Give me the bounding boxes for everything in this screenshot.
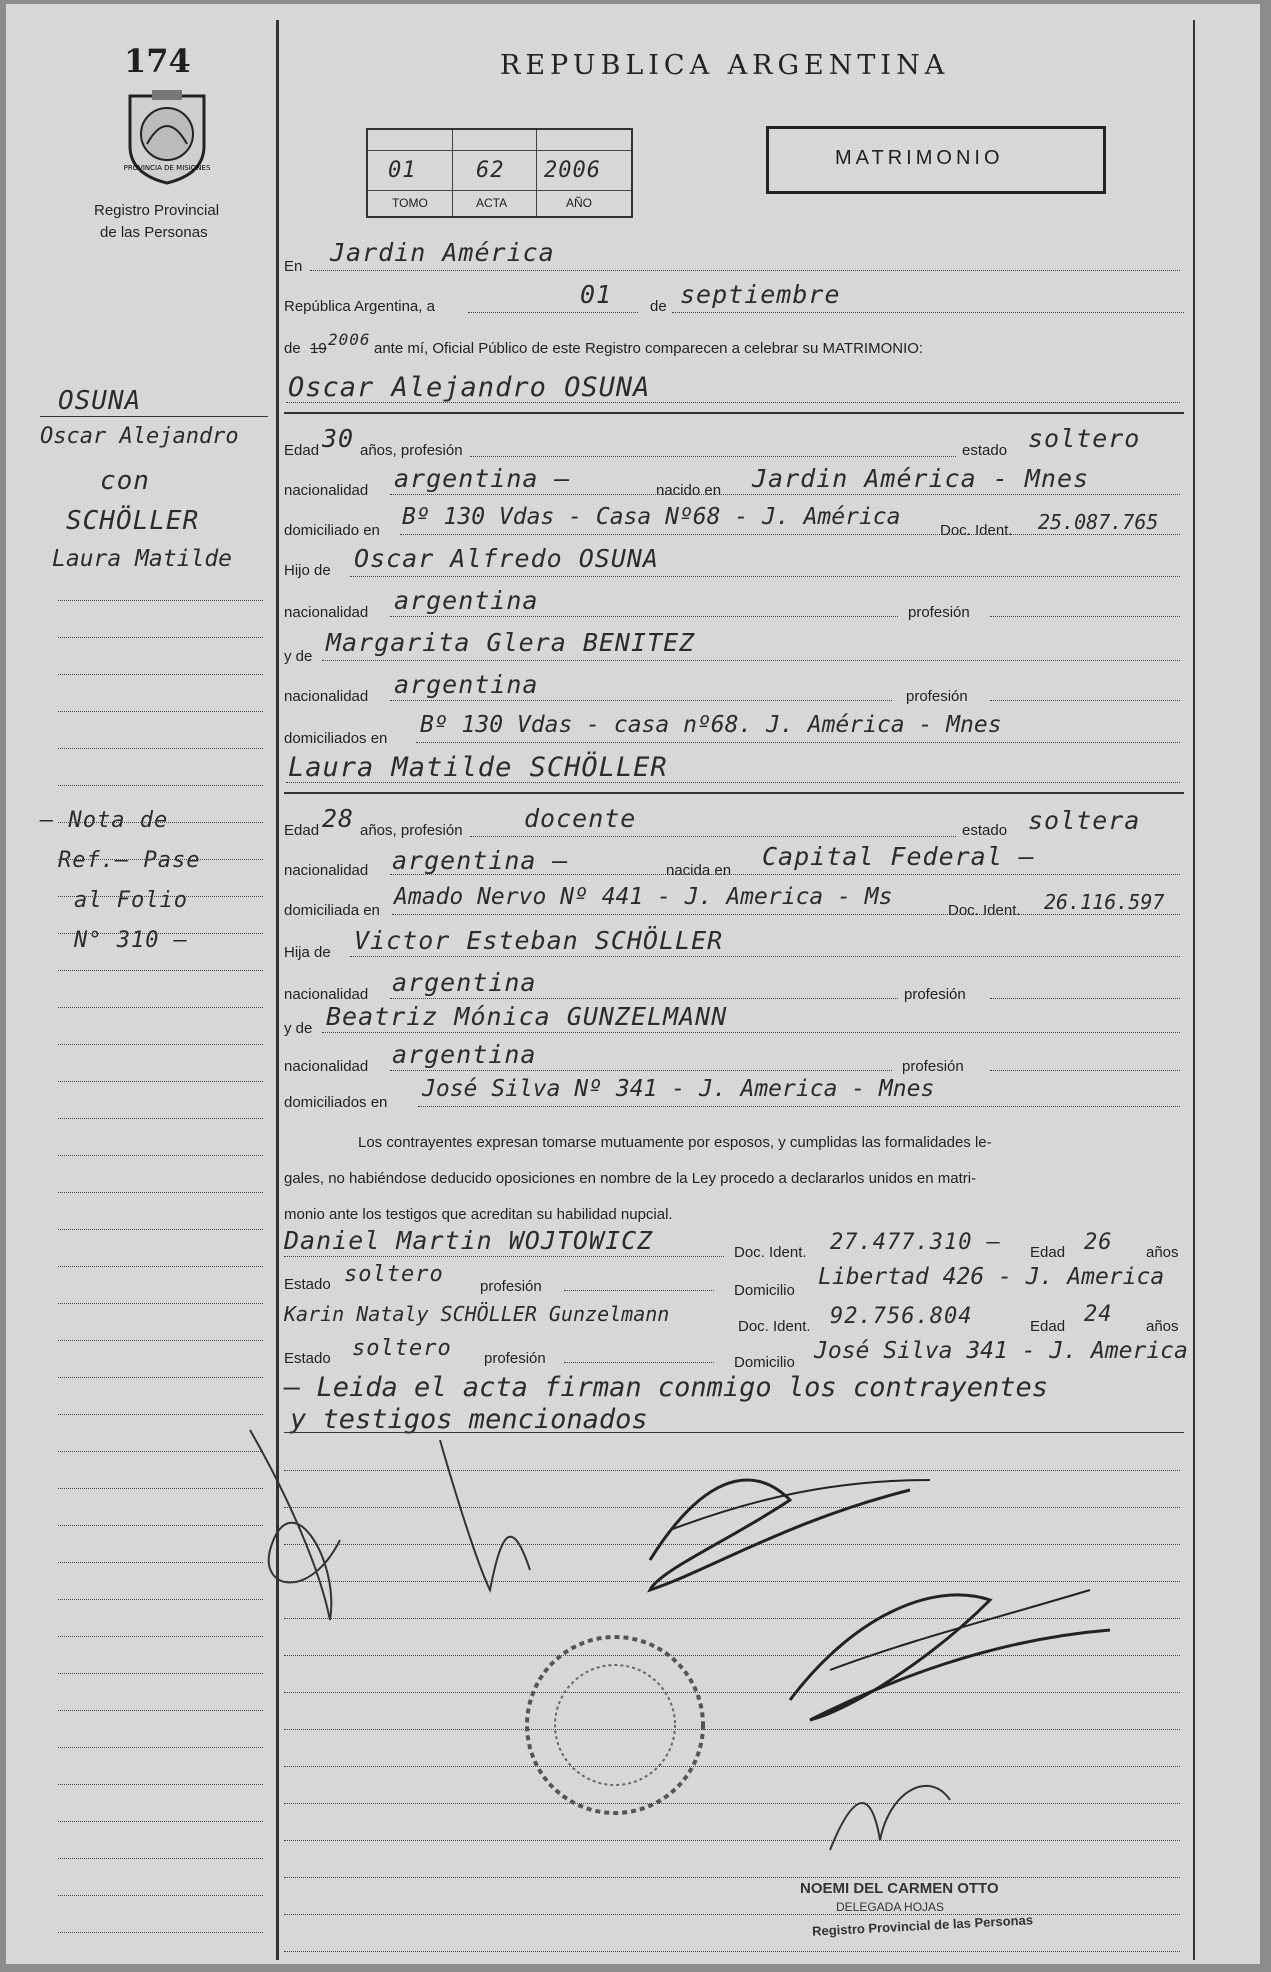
bride-father-nac-line: [390, 998, 898, 999]
groom-father-prof-label: profesión: [908, 604, 970, 621]
ano-value: 2006: [544, 158, 601, 183]
witness1-dom-label: Domicilio: [734, 1282, 795, 1299]
bride-dom-label: domiciliada en: [284, 902, 380, 919]
margin-ruled-line: [58, 1599, 263, 1600]
groom-mother-line: [322, 660, 1180, 661]
groom-name-line: [286, 402, 1180, 403]
year-value: 2006: [328, 330, 371, 349]
margin-ruled-line: [58, 1007, 263, 1008]
margin-ruled-line: [58, 822, 263, 823]
margin-ruled-line: [58, 674, 263, 675]
bride-name-line: [286, 782, 1180, 783]
bride-profession: docente: [524, 804, 637, 833]
stamp-line-2: DELEGADA HOJAS: [836, 1900, 945, 1914]
office-line-1: Registro Provincial: [94, 202, 220, 219]
groom-profesion-label: años, profesión: [360, 442, 463, 459]
tomo-value: 01: [388, 158, 417, 183]
margin-ruled-line: [58, 1340, 263, 1341]
bride-estado: soltera: [1028, 806, 1141, 835]
groom-doc: 25.087.765: [1038, 510, 1159, 534]
witness2-doc: 92.756.804: [830, 1304, 973, 1329]
margin-ruled-line: [58, 1710, 263, 1711]
bride-father-prof-line: [990, 998, 1180, 999]
witness1-prof-line: [564, 1290, 714, 1291]
margin-line-5: Laura Matilde: [52, 546, 233, 572]
bride-dom-line: [392, 914, 1180, 915]
margin-ruled-line: [58, 933, 263, 934]
bride-nationality: argentina –: [392, 846, 569, 875]
closing-line-1: – Leida el acta firman conmigo los contrayentes: [284, 1372, 1049, 1403]
witness1-estado-label: Estado: [284, 1276, 331, 1293]
margin-ruled-line: [58, 1377, 263, 1378]
groom-birthplace: Jardin América - Mnes: [752, 464, 1090, 493]
signature-ruled-line: [284, 1914, 1180, 1915]
margin-ruled-line: [58, 1525, 263, 1526]
bride-father-nat: argentina: [392, 968, 537, 997]
margin-ruled-line: [58, 1118, 263, 1119]
office-line-2: de las Personas: [100, 224, 208, 241]
margin-ruled-line: [58, 1747, 263, 1748]
acta-number-box: [366, 128, 633, 218]
margin-ruled-line: [58, 1895, 263, 1896]
day-line: [468, 312, 638, 313]
margin-ruled-line: [58, 1044, 263, 1045]
witness2-dom-label: Domicilio: [734, 1354, 795, 1371]
witness1-prof-label: profesión: [480, 1278, 542, 1295]
margin-note-3: al Folio: [74, 888, 188, 913]
acta-value: 62: [476, 158, 505, 183]
bride-birthplace: Capital Federal –: [762, 842, 1035, 871]
margin-ruled-line: [58, 859, 263, 860]
bride-nacida-label: nacida en: [666, 862, 732, 879]
margin-ruled-line: [58, 1266, 263, 1267]
witness1-estado: soltero: [344, 1262, 444, 1287]
groom-name: Oscar Alejandro OSUNA: [288, 372, 651, 403]
margin-ruled-line: [58, 1303, 263, 1304]
witness1-name: Daniel Martin WOJTOWICZ: [284, 1226, 654, 1255]
groom-estado: soltero: [1028, 424, 1141, 453]
groom-mother-nac-line: [390, 700, 892, 701]
bride-name: Laura Matilde SCHÖLLER: [288, 752, 668, 783]
margin-ruled-line: [58, 637, 263, 638]
witness1-doc-label: Doc. Ident.: [734, 1244, 807, 1261]
groom-mother-nat: argentina: [394, 670, 539, 699]
bride-mother-line: [322, 1032, 1180, 1033]
en-label: En: [284, 258, 303, 275]
groom-divider: [284, 412, 1184, 414]
witness1-edad-label: Edad: [1030, 1244, 1066, 1261]
witness2-prof-label: profesión: [484, 1350, 546, 1367]
folio-number: 174: [124, 42, 191, 80]
groom-mother-prof-label: profesión: [906, 688, 968, 705]
margin-ruled-line: [58, 785, 263, 786]
bride-age: 28: [322, 804, 355, 833]
bride-doc-label: Doc. Ident.: [948, 902, 1021, 919]
margin-ruled-line: [58, 600, 263, 601]
groom-estado-label: estado: [962, 442, 1008, 459]
signature-ruled-line: [284, 1951, 1180, 1952]
groom-father-line: [350, 576, 1180, 577]
groom-parents-dom-label: domiciliados en: [284, 730, 388, 747]
witness1-age: 26: [1084, 1230, 1113, 1255]
bride-yde-label: y de: [284, 1020, 313, 1037]
margin-ruled-line: [58, 1821, 263, 1822]
round-seal-icon: [520, 1630, 710, 1820]
comparecen-text: ante mí, Oficial Público de este Registro comparecen a celebrar su MATRIMONIO:: [374, 340, 924, 357]
groom-mother-nac-label: nacionalidad: [284, 688, 369, 705]
margin-ruled-line: [58, 1932, 263, 1933]
margin-note-4: N° 310 –: [74, 928, 188, 953]
ano-label: AÑO: [566, 196, 593, 210]
margin-ruled-line: [58, 1155, 263, 1156]
witness1-doc: 27.477.310 –: [830, 1230, 1001, 1255]
shield-seal-icon: [122, 86, 212, 186]
declaration-line-1: Los contrayentes expresan tomarse mutuamente por esposos, y cumplidas las formalidades le-: [358, 1134, 992, 1151]
margin-ruled-line: [58, 1673, 263, 1674]
country-title: REPUBLICA ARGENTINA: [500, 50, 950, 81]
margin-ruled-line: [58, 1229, 263, 1230]
bride-mother-prof-line: [990, 1070, 1180, 1071]
bride-hija-label: Hija de: [284, 944, 331, 961]
bride-father-line: [350, 956, 1180, 957]
bride-father-nac-label: nacionalidad: [284, 986, 369, 1003]
bride-profesion-line: [470, 836, 956, 837]
witness2-edad-label: Edad: [1030, 1318, 1066, 1335]
month-line: [672, 312, 1184, 313]
groom-nacido-label: nacido en: [656, 482, 722, 499]
margin-ruled-line: [58, 1451, 263, 1452]
margin-line-4: SCHÖLLER: [66, 506, 200, 536]
margin-ruled-line: [58, 1562, 263, 1563]
groom-father-prof-line: [990, 616, 1180, 617]
groom-dom-label: domiciliado en: [284, 522, 380, 539]
margin-ruled-line: [58, 970, 263, 971]
place-line: [310, 270, 1180, 271]
acta-label: ACTA: [476, 196, 508, 210]
margin-note-2: Ref.– Pase: [58, 848, 201, 873]
tomo-label: TOMO: [392, 196, 428, 210]
witness2-address: José Silva 341 - J. America: [814, 1338, 1188, 1364]
groom-mother-prof-line: [990, 700, 1180, 701]
bride-edad-label: Edad: [284, 822, 320, 839]
right-border: [1193, 20, 1195, 1960]
bride-mother-nac-line: [390, 1070, 892, 1071]
groom-nac-label: nacionalidad: [284, 482, 369, 499]
groom-father-nat: argentina: [394, 586, 539, 615]
bride-mother-nat: argentina: [392, 1040, 537, 1069]
bride-nac-line: [390, 874, 1180, 875]
margin-ruled-line: [58, 711, 263, 712]
margin-ruled-line: [58, 1192, 263, 1193]
declaration-line-3: monio ante los testigos que acreditan su habilidad nupcial.: [284, 1206, 673, 1223]
witness2-anos-label: años: [1146, 1318, 1179, 1335]
closing-line-2: y testigos mencionados: [290, 1404, 648, 1435]
bride-parents-line: [418, 1106, 1180, 1107]
margin-ruled-line: [58, 1488, 263, 1489]
margin-ruled-line: [58, 1636, 263, 1637]
declaration-line-2: gales, no habiéndose deducido oposiciones en nombre de la Ley procedo a declararlos unidos en matri-: [284, 1170, 977, 1187]
margin-rule-1: [40, 416, 268, 417]
witness2-doc-label: Doc. Ident.: [738, 1318, 811, 1335]
margin-line-1: OSUNA: [58, 386, 142, 416]
groom-father: Oscar Alfredo OSUNA: [354, 544, 659, 573]
witness2-prof-line: [564, 1362, 714, 1363]
witness1-anos-label: años: [1146, 1244, 1179, 1261]
bride-doc: 26.116.597: [1044, 890, 1165, 914]
act-type-box: [766, 126, 1106, 194]
groom-nac-line: [390, 494, 1180, 495]
bride-father-prof-label: profesión: [904, 986, 966, 1003]
groom-nationality: argentina –: [394, 464, 571, 493]
groom-hijo-label: Hijo de: [284, 562, 331, 579]
margin-note-1: – Nota de: [40, 808, 169, 833]
groom-parents-line: [416, 742, 1180, 743]
month-value: septiembre: [680, 280, 841, 309]
stamp-line-3: Registro Provincial de las Personas: [811, 1912, 1034, 1939]
bride-parents-address: José Silva Nº 341 - J. America - Mnes: [422, 1076, 935, 1102]
groom-father-nac-label: nacionalidad: [284, 604, 369, 621]
bride-profesion-label: años, profesión: [360, 822, 463, 839]
witness2-estado: soltero: [352, 1336, 452, 1361]
bride-mother: Beatriz Mónica GUNZELMANN: [326, 1002, 728, 1031]
de2-label: de: [284, 340, 301, 357]
witness2-age: 24: [1084, 1302, 1113, 1327]
bride-nac-label: nacionalidad: [284, 862, 369, 879]
bride-address: Amado Nervo Nº 441 - J. America - Ms: [394, 884, 893, 910]
witness1-address: Libertad 426 - J. America: [818, 1264, 1165, 1290]
groom-dom-line: [400, 534, 1180, 535]
year-struck: 19: [310, 340, 327, 357]
day-value: 01: [580, 280, 613, 309]
margin-line-3: con: [100, 466, 150, 496]
bride-estado-label: estado: [962, 822, 1008, 839]
margin-line-2: Oscar Alejandro: [40, 424, 239, 449]
witness1-name-line: [284, 1256, 724, 1257]
groom-profesion-line: [470, 456, 956, 457]
republica-label: República Argentina, a: [284, 298, 435, 315]
groom-parents-address: Bº 130 Vdas - casa nº68. J. América - Mnes: [420, 712, 1002, 738]
margin-ruled-line: [58, 1414, 263, 1415]
margin-ruled-line: [58, 1784, 263, 1785]
groom-doc-label: Doc. Ident.: [940, 522, 1013, 539]
place-value: Jardin América: [330, 238, 555, 267]
groom-age: 30: [322, 424, 355, 453]
margin-ruled-line: [58, 1858, 263, 1859]
margin-ruled-line: [58, 1081, 263, 1082]
groom-edad-label: Edad: [284, 442, 320, 459]
margin-ruled-line: [58, 896, 263, 897]
bride-mother-nac-label: nacionalidad: [284, 1058, 369, 1075]
act-type: MATRIMONIO: [835, 147, 1004, 169]
signature-ruled-line: [284, 1877, 1180, 1878]
groom-father-nac-line: [390, 616, 898, 617]
groom-address: Bº 130 Vdas - Casa Nº68 - J. América: [402, 504, 901, 530]
seal-text: PROVINCIA DE MISIONES: [123, 164, 211, 172]
witness2-name: Karin Nataly SCHÖLLER Gunzelmann: [284, 1302, 670, 1326]
bride-father: Victor Esteban SCHÖLLER: [354, 926, 724, 955]
groom-yde-label: y de: [284, 648, 313, 665]
bride-divider: [284, 792, 1184, 794]
stamp-line-1: NOEMI DEL CARMEN OTTO: [800, 1880, 999, 1897]
margin-ruled-line: [58, 748, 263, 749]
de-label: de: [650, 298, 667, 315]
signature-scribbles: [230, 1420, 1190, 1870]
groom-mother: Margarita Glera BENITEZ: [326, 628, 696, 657]
witness2-estado-label: Estado: [284, 1350, 331, 1367]
bride-parents-dom-label: domiciliados en: [284, 1094, 388, 1111]
bride-mother-prof-label: profesión: [902, 1058, 964, 1075]
